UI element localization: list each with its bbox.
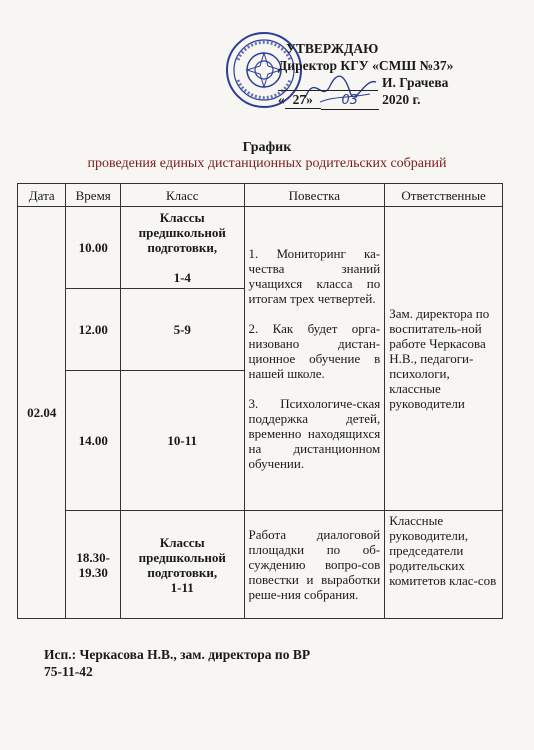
agenda-item-3: 3. Психологиче-ская поддержка детей, временно находящихся на дистанционном обучении.: [248, 396, 381, 471]
executor-text: Исп.: Черкасова Н.В., зам. директора по ВР: [44, 647, 311, 662]
approve-name: И. Грачева: [382, 75, 449, 90]
agenda-cell-main: [244, 207, 385, 511]
approve-heading: УТВЕРЖДАЮ: [286, 41, 379, 56]
agenda-cell-last: Работа диалоговой площадки по об-суждению вопро-сов повестки и выработки реше-ния собрания.: [244, 511, 385, 619]
class-cell: Классы предшкольной подготовки, 1-4: [120, 207, 244, 289]
table-row: [18, 511, 503, 619]
header-responsible: Ответственные: [385, 184, 503, 207]
time-cell: 14.00: [66, 371, 120, 511]
document-title: [0, 140, 534, 172]
time-cell: 12.00: [66, 289, 120, 371]
date-open-quote: «: [278, 92, 285, 107]
header-class: Класс: [120, 184, 244, 207]
footer-executor: [44, 646, 310, 680]
approval-block: [278, 40, 518, 110]
approve-director: Директор КГУ «СМШ №37»: [278, 58, 454, 73]
header-date: Дата: [18, 184, 66, 207]
time-cell: 18.30- 19.30: [66, 511, 120, 619]
responsible-cell-main: Зам. директора по воспитатель-ной работе Черкасова Н.В., педагоги-психологи, классные руководители: [385, 207, 503, 511]
date-cell: 02.04: [18, 207, 66, 619]
agenda-item-1: 1. Мониторинг ка-чества знаний учащихся класса по итогам трех четвертей.: [248, 246, 381, 306]
signature-line: [278, 76, 378, 91]
approve-name-line: [278, 74, 518, 91]
approve-date-year: 2020 г.: [382, 92, 421, 107]
title-line-1: График: [242, 140, 292, 155]
approve-date-line: [278, 91, 518, 110]
header-agenda: Повестка: [244, 184, 385, 207]
time-cell: 10.00: [66, 207, 120, 289]
class-cell: Классы предшкольной подготовки, 1-11: [120, 511, 244, 619]
schedule-table: [17, 183, 503, 619]
class-cell: 10-11: [120, 371, 244, 511]
agenda-item-2: 2. Как будет орга-низовано дистан-ционное обучение в нашей школе.: [248, 321, 381, 381]
executor-phone: 75-11-42: [44, 664, 93, 679]
header-time: Время: [66, 184, 120, 207]
approve-date-day: 27»: [285, 91, 321, 109]
responsible-cell-last: Классные руководители, председатели родительских комитетов клас-сов: [385, 511, 503, 619]
title-line-2: проведения единых дистанционных родительских собраний: [87, 156, 447, 171]
table-row: [18, 207, 503, 289]
table-header-row: [18, 184, 503, 207]
approve-date-month: 03: [321, 92, 379, 110]
class-cell: 5-9: [120, 289, 244, 371]
